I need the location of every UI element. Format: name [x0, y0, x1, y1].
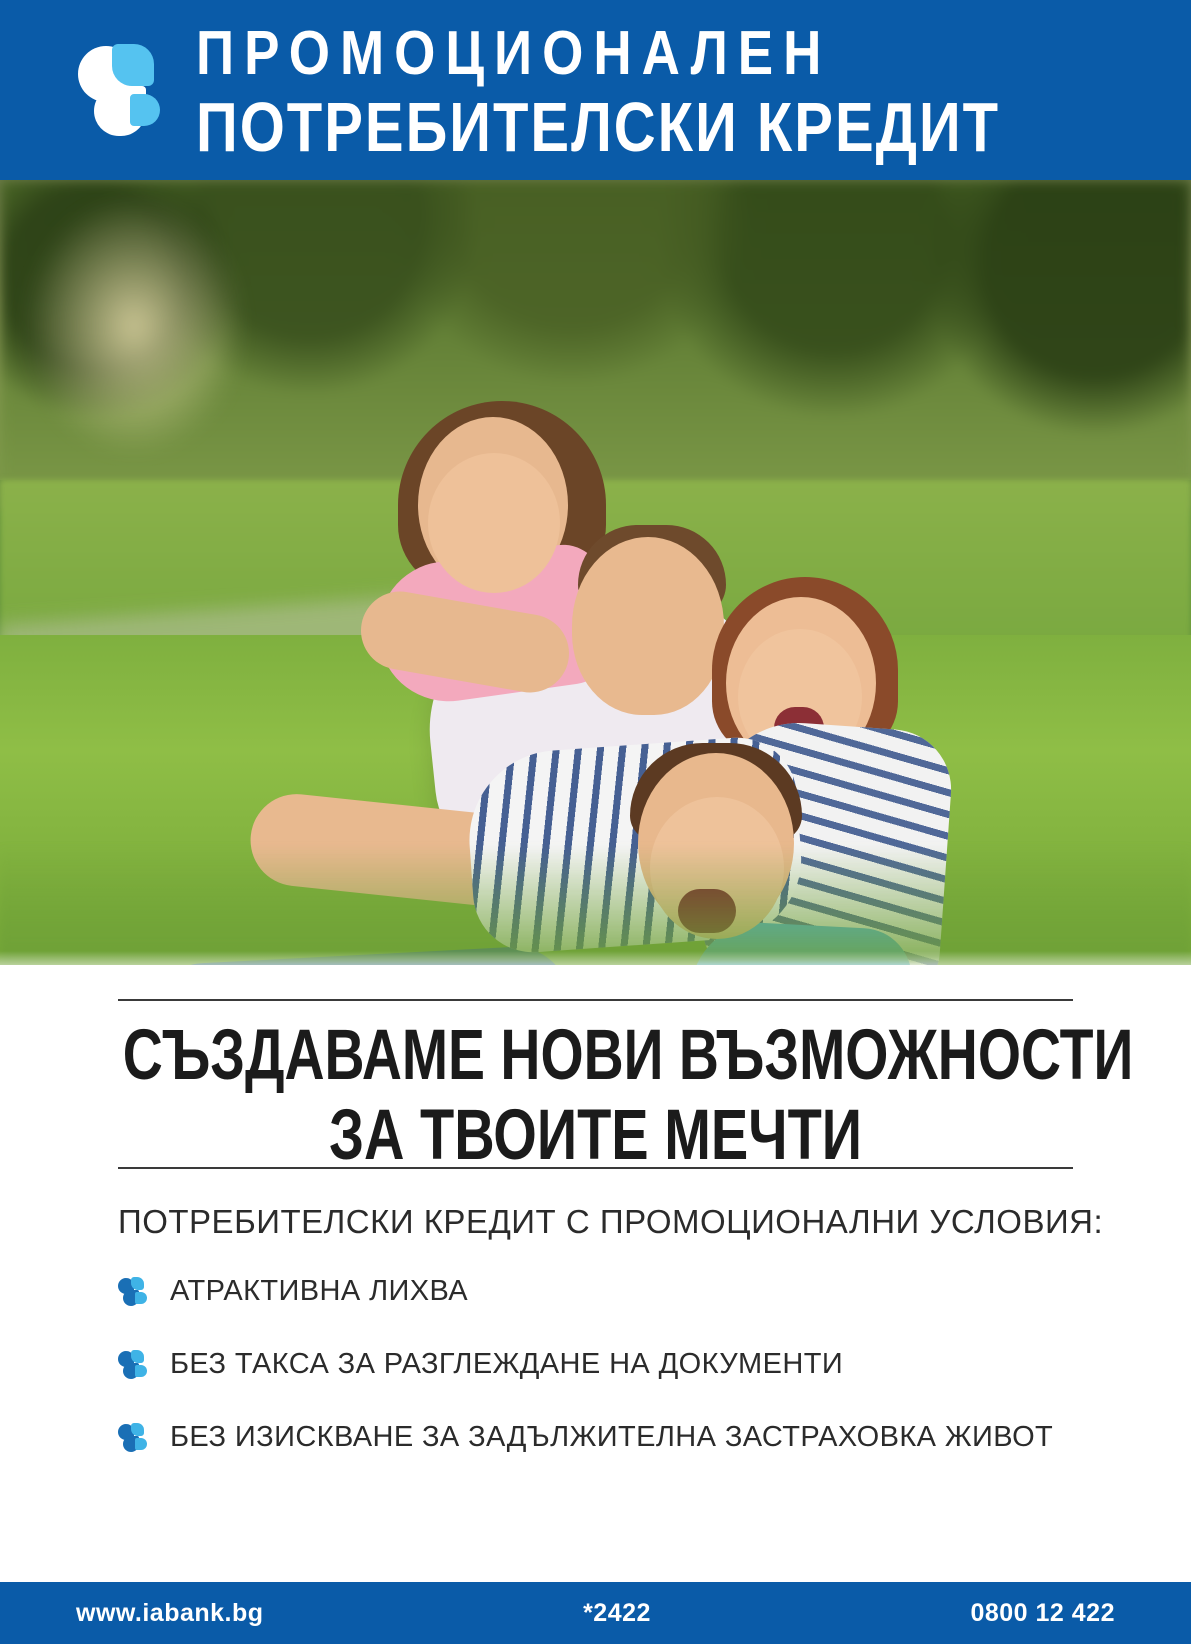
- list-item: [118, 1275, 1073, 1308]
- benefits-list: [118, 1275, 1073, 1454]
- hero-bottom-fade: [0, 951, 1191, 965]
- list-item: [118, 1348, 1073, 1381]
- hero-foreground-blur: [0, 845, 1191, 965]
- footer-phone[interactable]: 0800 12 422: [970, 1598, 1115, 1627]
- page-title: [118, 1001, 1134, 1175]
- list-item-label: АТРАКТИВНА ЛИХВА: [170, 1275, 469, 1307]
- header-titles: [196, 18, 1001, 167]
- list-item: [118, 1421, 1073, 1454]
- footer-short-number[interactable]: *2422: [583, 1598, 651, 1627]
- subheading: ПОТРЕБИТЕЛСКИ КРЕДИТ С ПРОМОЦИОНАЛНИ УСЛОВИЯ:: [118, 1203, 1104, 1240]
- list-item-label: БЕЗ ТАКСА ЗА РАЗГЛЕЖДАНЕ НА ДОКУМЕНТИ: [170, 1348, 844, 1380]
- list-item-label: БЕЗ ИЗИСКВАНЕ ЗА ЗАДЪЛЖИТЕЛНА ЗАСТРАХОВКА ЖИВОТ: [170, 1421, 1054, 1453]
- footer-website[interactable]: www.iabank.bg: [76, 1598, 264, 1627]
- girl-face: [428, 453, 560, 593]
- father-head: [572, 537, 724, 715]
- header-title-line2: ПОТРЕБИТЕЛСКИ КРЕДИТ: [196, 88, 1001, 167]
- poster-header: [0, 0, 1191, 180]
- iabank-logo-bullet-icon: [118, 1350, 148, 1380]
- hero-image: [0, 180, 1191, 965]
- poster-content: [0, 965, 1191, 1644]
- iabank-logo-bullet-icon: [118, 1277, 148, 1307]
- poster-footer: [0, 1582, 1191, 1644]
- headline-line2: ЗА ТВОИТЕ МЕЧТИ: [328, 1093, 863, 1175]
- header-title-line1: ПРОМОЦИОНАЛЕН: [196, 18, 832, 89]
- headline-line1: СЪЗДАВАМЕ НОВИ ВЪЗМОЖНОСТИ: [122, 1013, 1134, 1095]
- iabank-logo-icon: [78, 42, 170, 138]
- iabank-logo-bullet-icon: [118, 1423, 148, 1453]
